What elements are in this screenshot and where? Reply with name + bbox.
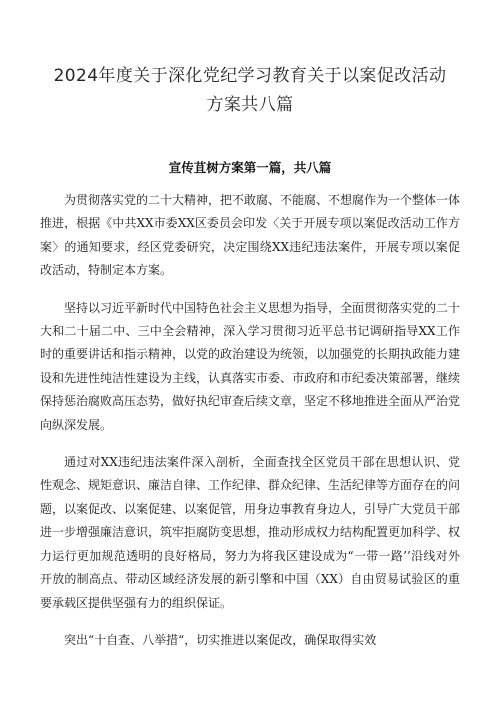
paragraph: 通过对XX违纪违法案件深入剖析，全面查找全区党员干部在思想认识、党性观念、规矩意识、廉洁自律、工作纪律、群众纪律、生活纪律等方面存在的问题，以案促改、以案促建、以案促管，用身边事教育身边人，引导广大党员干部进一步增强廉洁意识，筑牢拒腐防变思想，推动形成权力结构配置更加科学、权力运行更加规范透明的良好格局，努力为将我区建设成为“一带一路’’沿线对外开放的制高点、带动区域经济发展的新引擎和中国（XX）自由贸易试验区的重要承载区提供坚强有力的组织保证。 [40, 455, 461, 610]
section-subtitle: 宣传苴树方案第一篇，共八篇 [168, 160, 332, 175]
paragraph: 坚持以习近平新时代中国特色社会主义思想为指导，全面贯彻落实党的二十大和二十届二中、三中全会精神，深入学习贯彻习近平总书记调研指导XX工作时的重要讲话和指示精神，以党的政治建设为统领，以加强党的长期执政能力建设和先进性纯洁性建设为主线，认真落实市委、市政府和市纪委决策部署，继续保持惩治腐败高压态势，做好执纪审查后续文章，坚定不移地推进全面从严治党向纵深发展。 [40, 300, 461, 432]
paragraph: 为贯彻落实党的二十大精神，把不敢腐、不能腐、不想腐作为一个整体一体推进，根据《中共XX市委XX区委员会印发〈关于开展专项以案促改活动工作方案〉的通知要求，经区党委研究，决定围绕XX违纪违法案件，开展专项以案促改活动，特制定本方案。 [40, 193, 461, 278]
paragraph: 突出“十自查、八举措“，切实推进以案促改，确保取得实效 [64, 632, 377, 647]
document-title: 2024年度关于深化党纪学习教育关于以案促改活动方案共八篇 [53, 66, 447, 115]
